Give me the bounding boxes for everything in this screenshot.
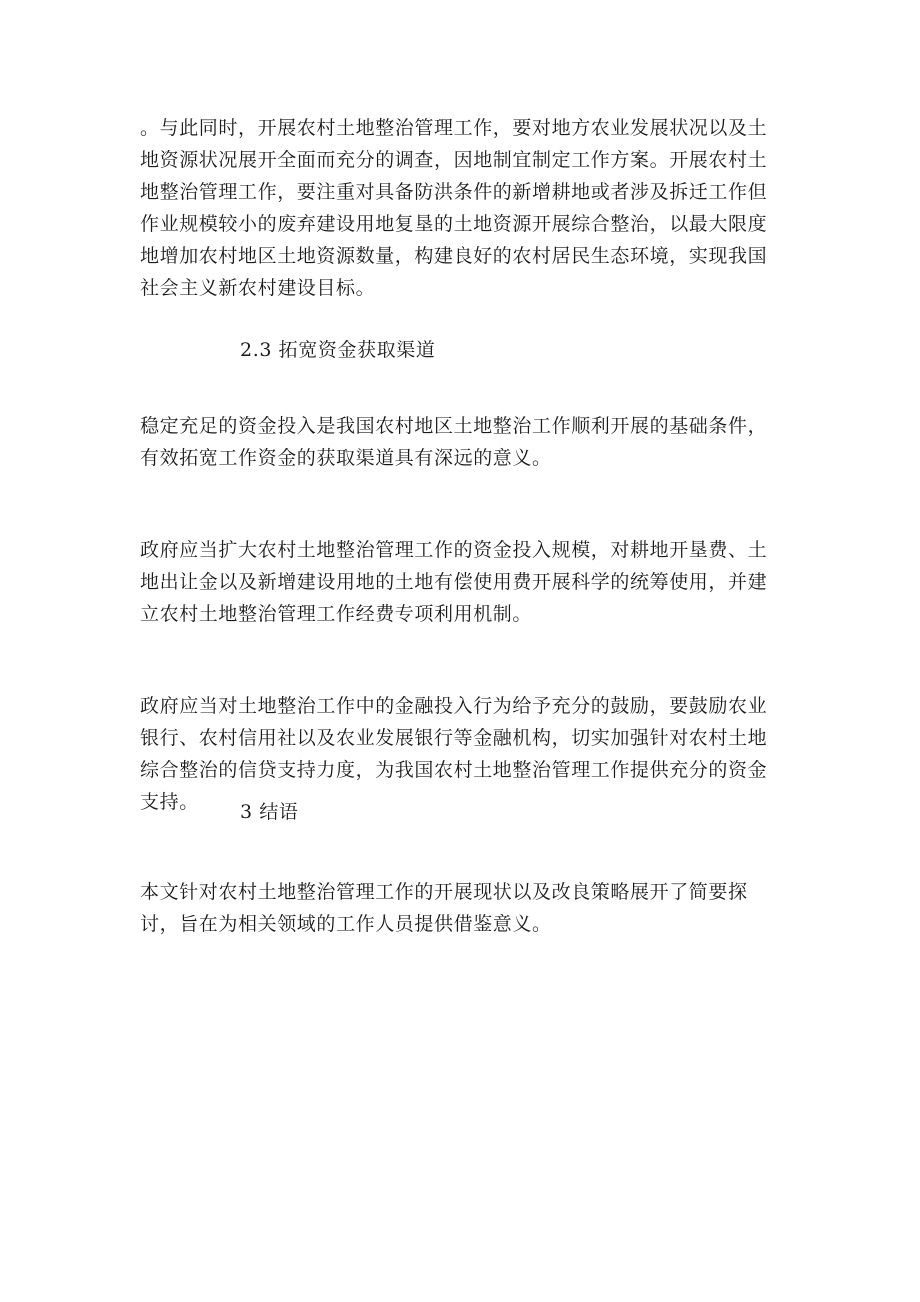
paragraph-conclusion: 本文针对农村土地整治管理工作的开展现状以及改良策略展开了简要探讨，旨在为相关领域的工作人员提供借鉴意义。 [140,881,748,935]
section-heading-2-3: 2.3 拓宽资金获取渠道 [240,339,436,361]
paragraph-intro: 。与此同时，开展农村土地整治管理工作，要对地方农业发展状况以及土地资源状况展开全面而充分的调查，因地制宜制定工作方案。开展农村土地整治管理工作，要注重对具备防洪条件的新增耕地或者涉及拆迁工作但作业规模较小的废弃建设用地复垦的土地资源开展综合整治，以最大限度地增加农村地区土地资源数量，构建良好的农村居民生态环境，实现我国社会主义新农村建设目标。 [140,117,768,299]
paragraph-government-investment: 政府应当扩大农村土地整治管理工作的资金投入规模，对耕地开垦费、土地出让金以及新增建设用地的土地有偿使用费开展科学的统筹使用，并建立农村土地整治管理工作经费专项利用机制。 [140,539,768,625]
paragraph-financial-support: 政府应当对土地整治工作中的金融投入行为给予充分的鼓励，要鼓励农业银行、农村信用社以及农业发展银行等金融机构，切实加强针对农村土地综合整治的信贷支持力度，为我国农村土地整治管理工作提供充分的资金支持。 [140,695,768,813]
section-heading-3: 3 结语 [240,801,299,823]
paragraph-funding-importance: 稳定充足的资金投入是我国农村地区土地整治工作顺利开展的基础条件，有效拓宽工作资金的获取渠道具有深远的意义。 [140,415,768,469]
